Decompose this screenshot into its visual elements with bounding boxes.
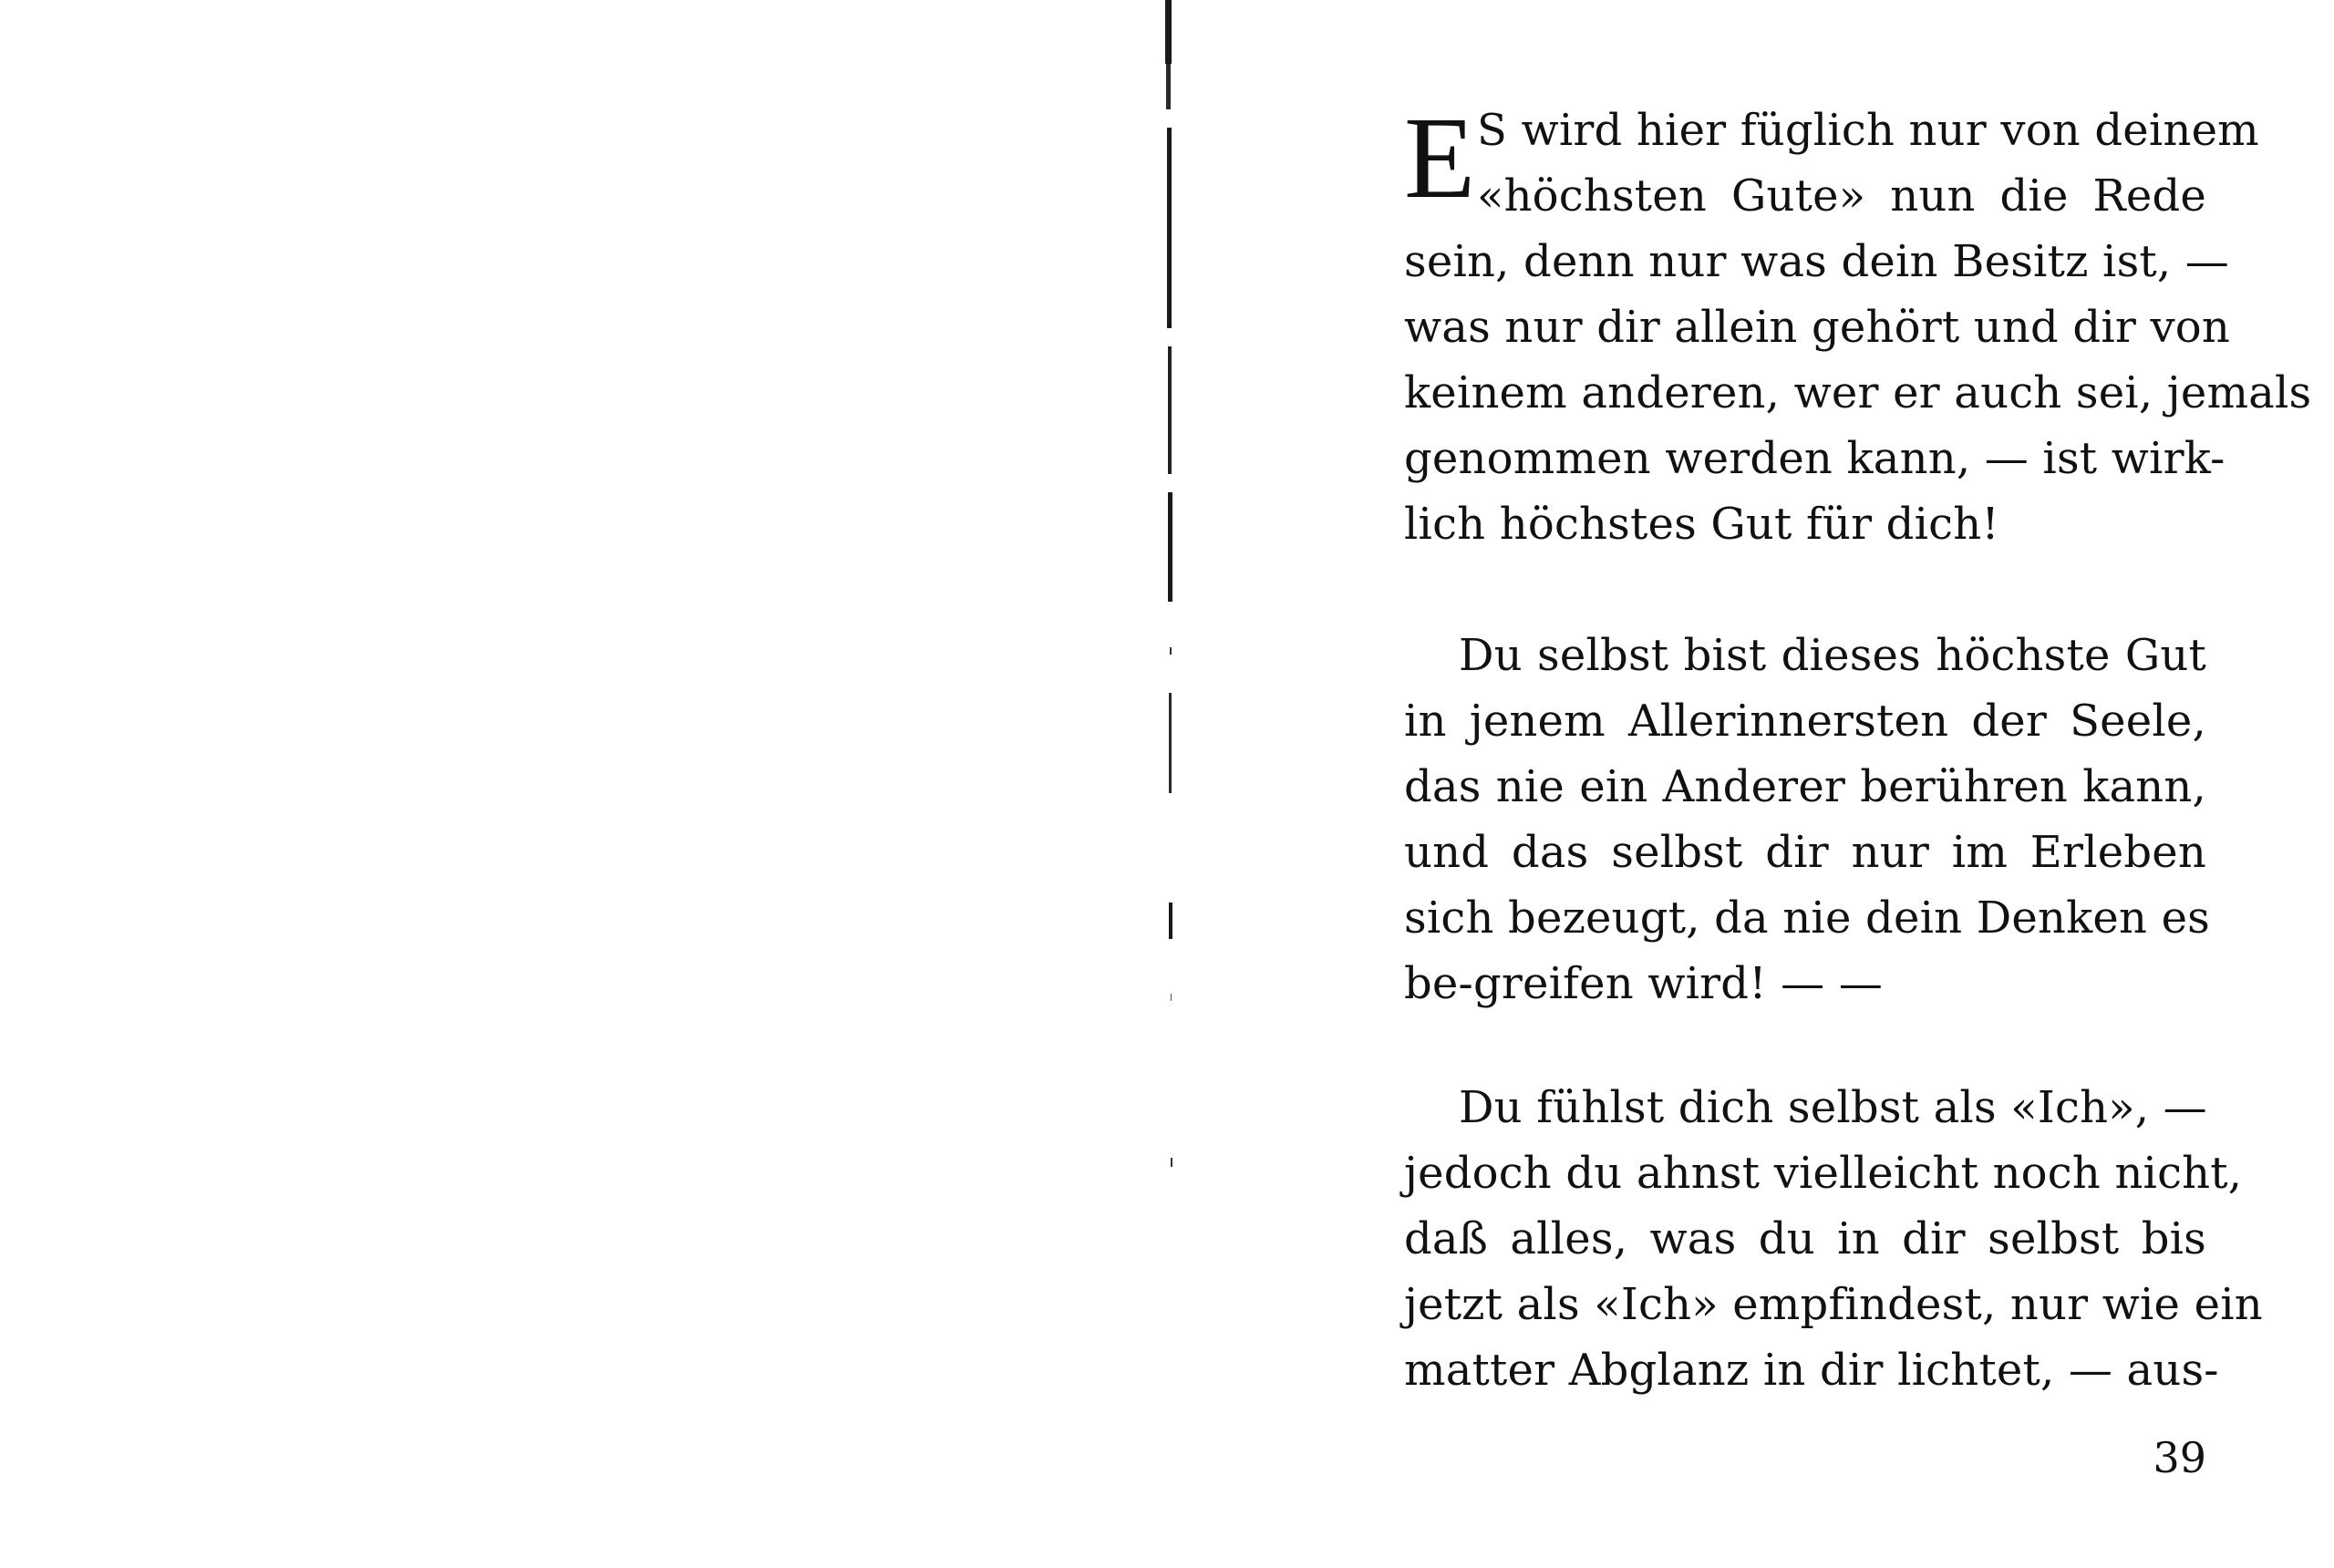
gutter-mark bbox=[1171, 1158, 1172, 1167]
text-line: Du selbst bist dieses höchste Gut bbox=[1459, 630, 2206, 681]
page-number: 39 bbox=[2153, 1433, 2206, 1482]
text-line: S wird hier füglich nur von deinem bbox=[1477, 105, 2259, 156]
text-line: «höchsten Gute» nun die Rede bbox=[1477, 170, 2206, 222]
text-line: sein, denn nur was dein Besitz ist, — bbox=[1404, 236, 2230, 287]
text-line: sich bezeugt, da nie dein Denken es bbox=[1404, 892, 2211, 944]
text-line: jedoch du ahnst vielleicht noch nicht, bbox=[1404, 1148, 2243, 1199]
text-line: in jenem Allerinnersten der Seele, bbox=[1404, 696, 2206, 747]
paragraph-3 bbox=[1404, 1075, 2263, 1403]
right-page bbox=[1404, 0, 2312, 1568]
gutter-mark bbox=[1169, 693, 1172, 793]
text-line: Du fühlst dich selbst als «Ich», — bbox=[1459, 1082, 2207, 1133]
gutter-mark bbox=[1171, 994, 1172, 1001]
gutter-mark bbox=[1170, 647, 1172, 655]
text-line: daß alles, was du in dir selbst bis bbox=[1404, 1213, 2206, 1264]
paragraph-1 bbox=[1404, 93, 2312, 557]
text-line: matter Abglanz in dir lichtet, — aus- bbox=[1404, 1345, 2219, 1396]
gutter-mark bbox=[1168, 346, 1172, 474]
text-line: was nur dir allein gehört und dir von bbox=[1404, 302, 2231, 353]
gutter-mark bbox=[1168, 492, 1172, 602]
text-line: und das selbst dir nur im Erleben bbox=[1404, 827, 2206, 878]
gutter-mark bbox=[1166, 64, 1171, 109]
text-line: genommen werden kann, — ist wirk- bbox=[1404, 433, 2226, 484]
gutter-shadow bbox=[1156, 0, 1193, 1276]
text-line: lich höchstes Gut für dich! bbox=[1404, 499, 1999, 550]
drop-cap: E bbox=[1404, 93, 1476, 222]
text-line: jetzt als «Ich» empfindest, nur wie ein bbox=[1404, 1279, 2263, 1330]
text-line: das nie ein Anderer berühren kann, bbox=[1404, 761, 2206, 812]
text-line: keinem anderen, wer er auch sei, jemals bbox=[1404, 367, 2312, 418]
gutter-mark bbox=[1169, 903, 1172, 939]
gutter-mark bbox=[1165, 0, 1172, 64]
paragraph-2 bbox=[1404, 623, 2211, 1016]
gutter-mark bbox=[1167, 128, 1172, 328]
text-line: be-greifen wird! — — bbox=[1404, 958, 1884, 1009]
